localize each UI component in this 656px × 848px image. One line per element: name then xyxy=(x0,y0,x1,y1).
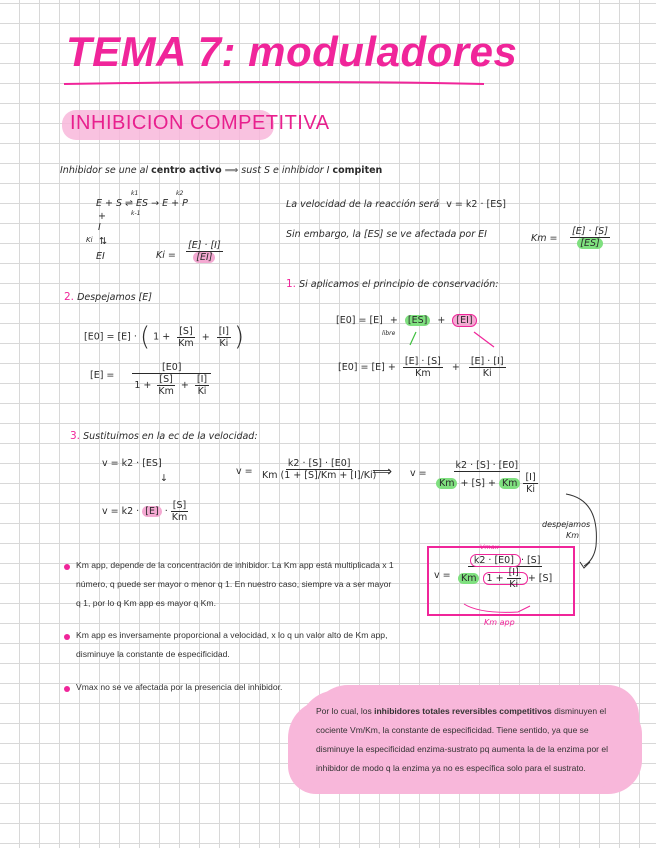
scheme-inhibitor: I xyxy=(98,222,101,233)
step3-right-den-km: Km xyxy=(436,478,457,489)
step3-implies: ⟹ xyxy=(372,464,393,480)
step2-eq2-num: [E0] xyxy=(132,362,211,374)
conclusion-prefix: Por lo cual, los xyxy=(316,706,372,716)
step2-eq1-f2-num: [I] xyxy=(218,325,229,337)
step3-despejamos: despejamos xyxy=(542,520,591,529)
scheme-plus: + xyxy=(98,211,106,222)
step2-label: Despejamos [E] xyxy=(77,292,152,303)
scheme-k1: k1 xyxy=(131,190,139,197)
box-num-e0: [E0] xyxy=(494,555,514,566)
rate-line1-prefix: La velocidad de la reacción será xyxy=(286,199,440,210)
conservation-eq2: [E0] = [E] + $\frac{[E] \cdot [S]}{Km}$ + $\frac{[E] \cdot [I]}{Ki}$ xyxy=(338,356,504,379)
box-num-k2: k2 xyxy=(473,555,486,566)
step2-eq1-f1-num: [S] xyxy=(179,325,193,337)
intro-prefix: Inhibidor se une al xyxy=(60,165,149,176)
step2-eq1: [E0] = [E] · ( 1 + $\frac{[S]}{Km}$ + $\frac{[I]}{Ki}$ ) xyxy=(84,322,245,352)
scheme-eq-arrow: ⇅ xyxy=(99,236,107,247)
rate-line2: Sin embargo, la [ES] se ve afectada por EI xyxy=(286,229,487,240)
step2-eq2-left: [E] = xyxy=(90,370,115,381)
conservation-eq2-left: [E0] = [E] + xyxy=(338,362,396,373)
conservation-ei: [EI] xyxy=(452,314,476,327)
bullet-text-3: Vmax no se ve afectada por la presencia del inhibidor. xyxy=(76,682,283,692)
step3-despejamos-km: Km xyxy=(566,531,580,540)
bullet-text-1: Km app, depende de la concentración de inhibidor. La Km app está multiplicada x 1 número, q puede ser mayor o menor q 1. En nuestro caso, siempre va a ser mayor q 1, por lo q Km app es mayor q Km. xyxy=(76,560,394,608)
box-num-vmax: k2 · [E0] xyxy=(470,554,521,567)
scheme-line: E + S ⇌ ES → E + P xyxy=(96,198,188,209)
step3-v2-f-num: [S] xyxy=(172,500,187,511)
scheme-ei: EI xyxy=(96,251,105,262)
box-den-f-num: [I] xyxy=(508,567,519,578)
conservation-eq2-f1-num: [E] · [S] xyxy=(404,356,441,367)
scheme-k-minus1: k-1 xyxy=(131,210,141,217)
box-num-s: · [S] xyxy=(520,555,541,566)
section-heading: INHIBICION COMPETITIVA xyxy=(70,112,330,134)
step2-eq1-paren: 1 + xyxy=(153,331,171,343)
step2-eq2-den-prefix: 1 + xyxy=(134,380,152,391)
intro-bold-compete: compiten xyxy=(332,165,383,176)
step3-mid-num: k2 · [S] · [E0] xyxy=(287,458,351,469)
step3-label: Sustituimos en la ec de la velocidad: xyxy=(83,431,258,442)
ki-numerator: [E] · [I] xyxy=(188,240,221,251)
ki-equation-left: Ki = xyxy=(156,250,176,261)
km-numerator: [E] · [S] xyxy=(572,226,608,237)
conservation-eq1-left: [E0] = [E] xyxy=(336,315,383,326)
conservation-eq2-f1-den: Km xyxy=(415,368,431,379)
step3-v2-left: v = k2 · xyxy=(102,506,140,517)
bullet-dot-1 xyxy=(64,564,70,570)
step1-label: Si aplicamos el principio de conservación: xyxy=(299,279,499,290)
step2-number: 2. xyxy=(64,291,75,303)
step2-eq2-f1-den: Km xyxy=(158,386,174,397)
conservation-libre: libre xyxy=(382,330,396,337)
km-equation-left: Km = xyxy=(531,233,558,244)
box-den-end: + [S] xyxy=(527,573,553,584)
conclusion-bold: inhibidores totales reversibles competitivos xyxy=(374,706,552,716)
conservation-es: [ES] xyxy=(405,315,430,326)
box-den-km: Km xyxy=(458,573,479,584)
conservation-eq2-f2-den: Ki xyxy=(482,368,492,379)
step3-v2-e: [E] xyxy=(142,506,161,517)
step3-right-left: v = xyxy=(410,468,427,479)
ki-denominator: [EI] xyxy=(193,252,215,263)
step2-eq2-f2-den: Ki xyxy=(197,386,207,397)
step2-eq2-den: 1 + $\frac{[S]}{Km}$ + $\frac{[I]}{Ki}$ xyxy=(134,374,208,397)
step3-v1: v = k2 · [ES] xyxy=(102,458,162,469)
intro-arrow-text: ⟹ sust S e inhibidor I xyxy=(224,165,330,176)
bullet-text-2: Km app es inversamente proporcional a velocidad, x lo q un valor alto de Km app, disminuye la constante de especificidad. xyxy=(76,630,388,659)
intro-bold-active-site: centro activo xyxy=(151,165,222,176)
conservation-eq1: [E0] = [E] + [ES] + [EI] xyxy=(336,315,477,326)
rate-line1-equation: v = k2 · [ES] xyxy=(446,199,506,210)
step3-mid-den: Km (1 + [S]/Km + [I]/Ki) xyxy=(262,470,377,481)
step3-v2-f-den: Km xyxy=(171,512,188,523)
box-den-paren: 1 + xyxy=(486,573,504,584)
box-left: v = xyxy=(434,570,451,581)
step1-number: 1. xyxy=(286,278,297,290)
step3-mid-left: v = xyxy=(236,466,253,477)
box-den-f-den: Ki xyxy=(509,579,519,590)
step3-number: 3. xyxy=(70,430,81,442)
conclusion-suffix: disminuyen el cociente Vm/Km, la constante de especificidad. Tiene sentido, ya que se disminuye la especificidad enzima-sustrato pq aumenta la de la enzima por el inhibidor de modo q la enzima ya no es específica solo para el sustrato. xyxy=(316,706,608,773)
bullet-dot-3 xyxy=(64,686,70,692)
step2-eq1-f2-den: Ki xyxy=(219,337,229,349)
step3-down-arrow: ↓ xyxy=(160,473,168,484)
step3-v2: v = k2 · [E] · $\frac{[S]}{Km}$ xyxy=(102,500,188,523)
step3-right-den-f-den: Ki xyxy=(526,484,536,495)
scheme-k2: k2 xyxy=(176,190,184,197)
bullet-dot-2 xyxy=(64,634,70,640)
conservation-eq2-f2-num: [E] · [I] xyxy=(470,356,504,367)
step2-eq2-f1-num: [S] xyxy=(159,374,173,385)
step3-right-den-f-num: [I] xyxy=(525,472,536,483)
step2-eq1-left: [E0] = [E] · xyxy=(84,331,137,343)
conclusion-text xyxy=(316,702,618,778)
step3-right-den-mid: + [S] + xyxy=(460,478,496,489)
scheme-ki: Ki xyxy=(86,236,93,244)
step3-right-den-km2: Km xyxy=(499,478,520,489)
step2-eq2-f2-num: [I] xyxy=(196,374,208,385)
step2-eq1-f1-den: Km xyxy=(178,337,194,349)
page-title: TEMA 7: moduladores xyxy=(66,28,518,75)
km-denominator: [ES] xyxy=(577,238,602,249)
step3-right-num: k2 · [S] · [E0] xyxy=(455,460,519,471)
box-kmapp: Km app xyxy=(484,618,515,627)
box-vmax-label: Vmax xyxy=(480,543,499,551)
